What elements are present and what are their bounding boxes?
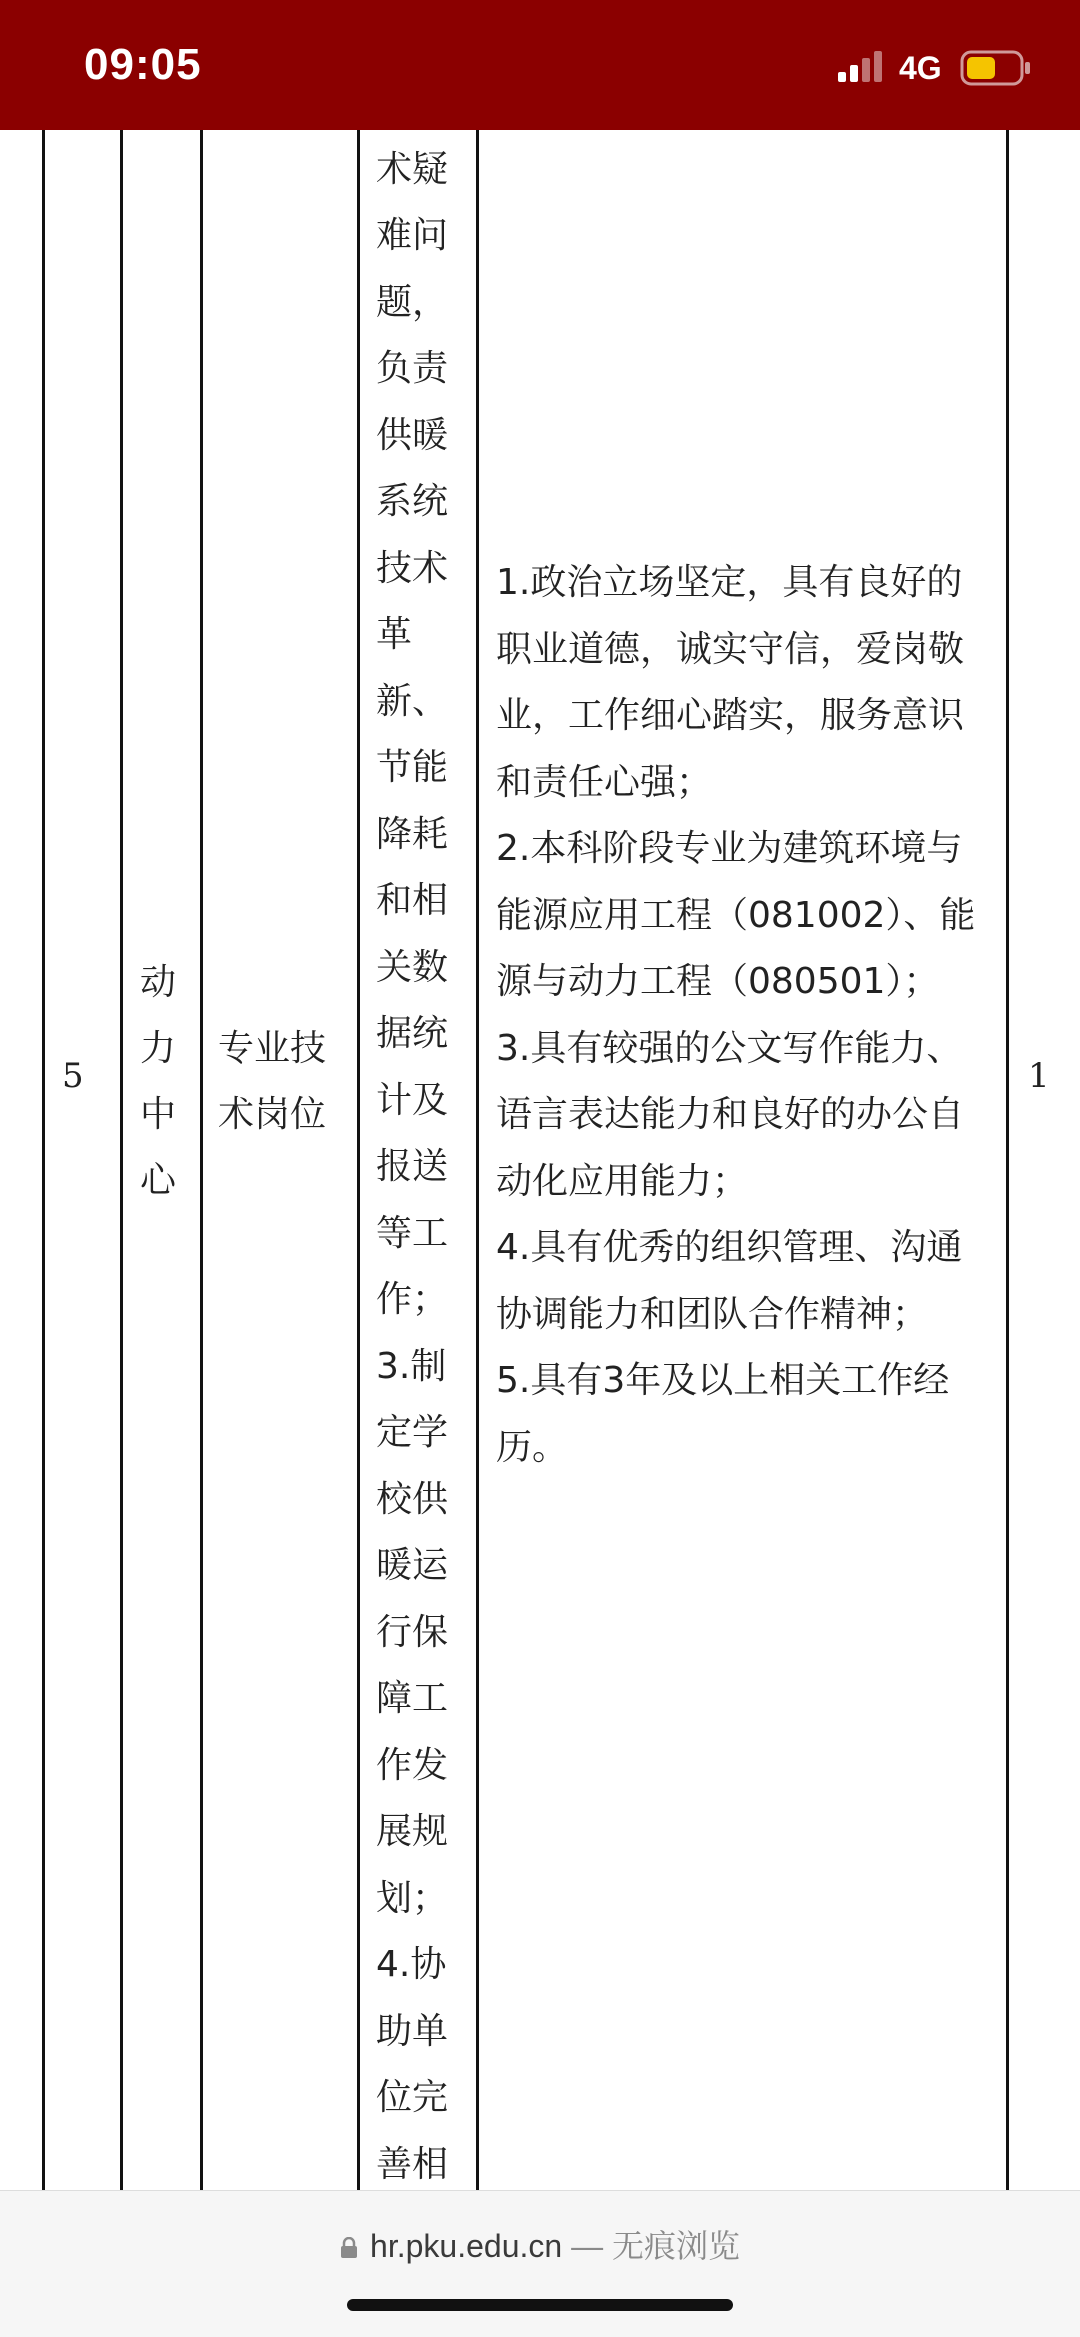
requirement-item: 2.本科阶段专业为建筑环境与能源应用工程（081002）、能源与动力工程（080501）； — [496, 828, 976, 1002]
department-cell: 动 力 中 心 — [140, 962, 177, 1201]
headcount-cell: 1 — [1028, 1056, 1050, 1096]
status-time: 09:05 — [84, 40, 202, 89]
cellular-signal-icon — [836, 50, 886, 84]
requirements-cell — [496, 550, 976, 1481]
table-border — [357, 130, 360, 2190]
job-table — [0, 130, 1080, 2190]
row-number: 5 — [62, 1056, 84, 1096]
network-type: 4G — [899, 50, 942, 86]
private-mode-label: — 无痕浏览 — [571, 2228, 740, 2264]
url-text: hr.pku.edu.cn — [370, 2228, 563, 2264]
requirement-item: 1.政治立场坚定，具有良好的职业道德，诚实守信，爱岗敬业，工作细心踏实，服务意识和责任心强； — [496, 562, 965, 803]
address-bar[interactable] — [0, 2221, 1080, 2267]
battery-icon — [960, 50, 1032, 86]
table-border — [200, 130, 203, 2190]
requirement-item: 4.具有优秀的组织管理、沟通协调能力和团队合作精神； — [496, 1227, 963, 1335]
browser-bottom-bar — [0, 2190, 1080, 2337]
table-border — [120, 130, 123, 2190]
lock-icon — [340, 2237, 358, 2259]
requirement-item: 5.具有3年及以上相关工作经历。 — [496, 1360, 950, 1468]
home-indicator[interactable] — [347, 2299, 733, 2311]
position-cell: 专业技 术岗位 — [218, 1028, 327, 1135]
requirement-item: 3.具有较强的公文写作能力、语言表达能力和良好的办公自动化应用能力； — [496, 1027, 965, 1202]
status-bar — [0, 0, 1080, 130]
duties-cell: 术疑 难问 题， 负责 供暖 系统 技术 革 新、 节能 降耗 和相 关数 据统 计及 报送 等工 作； 3.制 定学 校供 暖运 行保 障工 作发 展规 划； 4.协 助单 位完 善相 — [376, 148, 449, 2185]
table-border — [1006, 130, 1009, 2190]
table-border — [42, 130, 45, 2190]
table-border — [476, 130, 479, 2190]
